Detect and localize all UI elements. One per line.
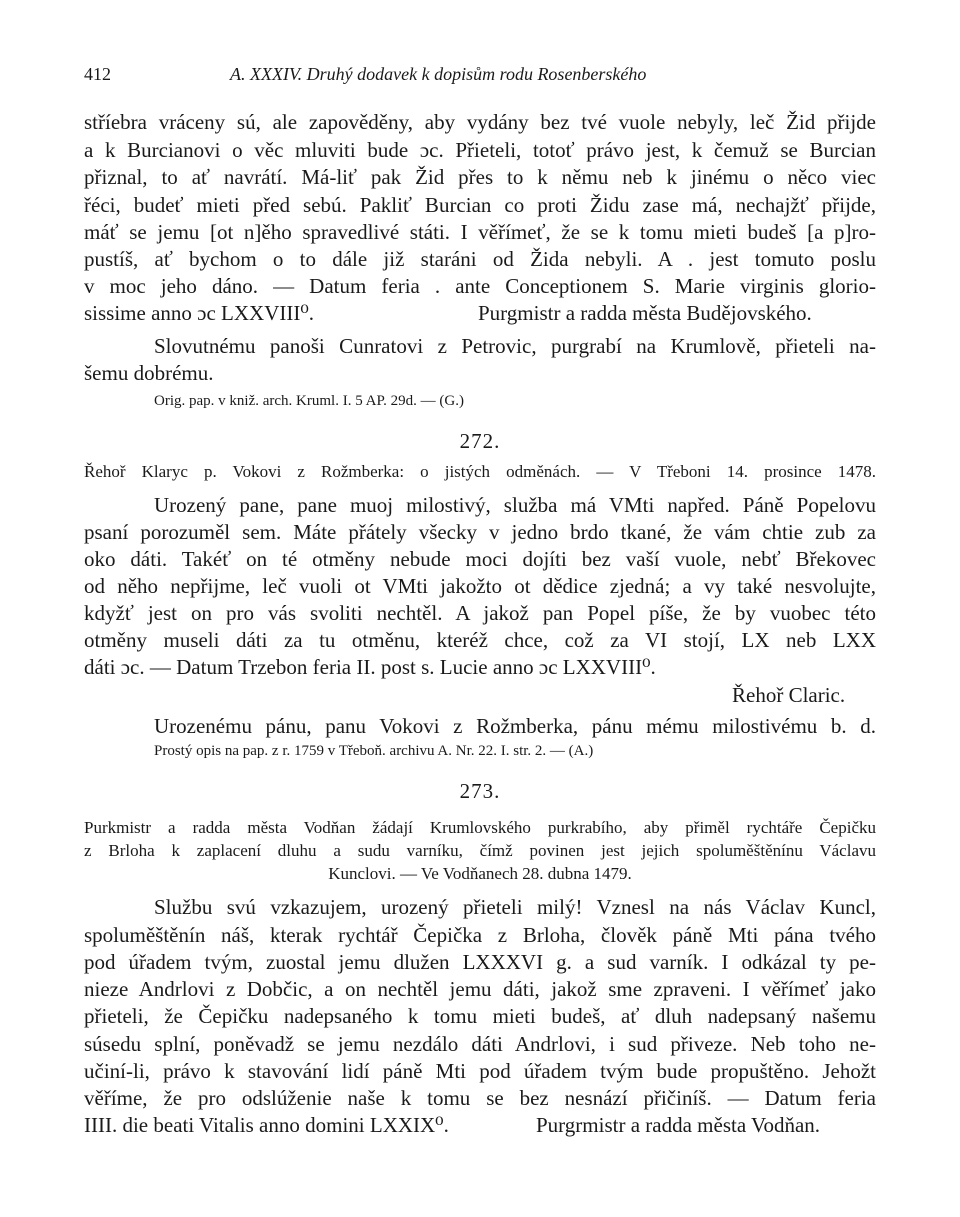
document-heading: Purkmistr a radda města Vodňan žádají Krumlovského purkrabího, aby přiměl rychtáře Čepičku bbox=[84, 818, 876, 837]
source-note: Prostý opis na pap. z r. 1759 v Třeboň. archivu A. Nr. 22. I. str. 2. — (A.) bbox=[154, 743, 594, 759]
document-number: 273. bbox=[459, 779, 501, 803]
text-line: věříme, že pro odslúženie naše k tomu se bez nesnází přičiníš. — Datum feria bbox=[84, 1086, 876, 1110]
letter-address: šemu dobrému. bbox=[84, 361, 214, 385]
text-line: pustíš, ať bychom o to dále již staráni od Žida nebyli. A . jest tomuto poslu bbox=[84, 247, 876, 271]
text-line: súsedu splní, poněvadž se jemu nezdálo dáti Andrlovi, i sud přiveze. Neb toho ne- bbox=[84, 1032, 876, 1056]
text-line: Urozený pane, pane muoj milostivý, služba má VMti napřed. Páně Popelovu bbox=[154, 493, 876, 517]
text-line: spoluměštěnín náš, kterak rychtář Čepička z Brloha, člověk páně Mti pána tvého bbox=[84, 923, 876, 947]
letter-signature: Řehoř Claric. bbox=[732, 683, 846, 707]
text-line: kdyžť jest on pro vás svoliti nechtěl. A jakož pan Popel píše, že by vuobec této bbox=[84, 601, 876, 625]
document-heading: Řehoř Klaryc p. Vokovi z Rožmberka: o jistých odměnách. — V Třeboni 14. prosince 1478. bbox=[84, 462, 876, 481]
letter-signature: Purgmistr a radda města Budějovského. bbox=[478, 301, 812, 325]
text-line: od něho nepřijme, leč vuoli ot VMti jakožto ot dědice zjedná; a vy také nesvolujte, bbox=[84, 574, 876, 598]
text-line: oko dáti. Takéť on té otměny nebude moci dojíti bez vaší vuole, nebť Břekovec bbox=[84, 547, 876, 571]
text-line: psaní porozuměl sem. Máte přátely všecky v jedno brdo tkané, že vám chtie zub za bbox=[84, 520, 876, 544]
text-line: učiní-li, právo k stavování lidí páně Mti pod úřadem tvým bude propuštěno. Jehožt bbox=[84, 1059, 876, 1083]
text-line: Službu svú vzkazujem, urozený přieteli milý! Vznesl na nás Václav Kuncl, bbox=[154, 895, 876, 919]
text-line: sissime anno ɔc LXXVIII⁰. bbox=[84, 301, 315, 325]
page-number: 412 bbox=[84, 64, 111, 84]
document-number: 272. bbox=[459, 429, 501, 453]
text-line: řéci, budeť mieti před sebú. Pakliť Burcian co proti Židu zase má, nechajžť přijde, bbox=[84, 193, 876, 217]
text-line: IIII. die beati Vitalis anno domini LXXIX⁰. bbox=[84, 1113, 449, 1137]
text-line: přiznal, to ať navrátí. Má-liť pak Žid přes to k němu neb k jinému o něco viec bbox=[84, 165, 876, 189]
text-line: a k Burcianovi o věc mluviti bude ɔc. Přieteli, totoť právo jest, k čemuž se Burcian bbox=[84, 138, 876, 162]
text-line: stříebra vráceny sú, ale zapověděny, aby vydány bez tvé vuole nebyly, leč Žid přijde bbox=[84, 110, 876, 134]
text-line: otměny museli dáti za tu otměnu, kteréž chce, což za VI stojí, LX neb LXX bbox=[84, 628, 876, 652]
letter-address: Urozenému pánu, panu Vokovi z Rožmberka, pánu mému milostivému b. d. bbox=[154, 714, 876, 738]
text-line: máť se jemu [ot n]ěho spravedlivé státi. I věřímeť, že se k tomu mieti budeš [a p]ro- bbox=[84, 220, 876, 244]
document-heading: z Brloha k zaplacení dluhu a sudu varníku, čímž povinen jest jejich spoluměštěnínu Václavu bbox=[84, 841, 876, 860]
letter-signature: Purgrmistr a radda města Vodňan. bbox=[536, 1113, 821, 1137]
running-title: A. XXXIV. Druhý dodavek k dopisům rodu Rosenberského bbox=[230, 64, 647, 84]
document-heading: Kunclovi. — Ve Vodňanech 28. dubna 1479. bbox=[328, 864, 632, 883]
letter-address: Slovutnému panoši Cunratovi z Petrovic, purgrabí na Krumlově, přieteli na- bbox=[154, 334, 876, 358]
text-line: přieteli, že Čepičku nadepsaného k tomu mieti budeš, ať dluh nadepsaný našemu bbox=[84, 1004, 876, 1028]
text-line: dáti ɔc. — Datum Trzebon feria II. post s. Lucie anno ɔc LXXVIII⁰. bbox=[84, 655, 656, 679]
text-line: v moc jeho dáno. — Datum feria . ante Conceptionem S. Marie virginis glorio- bbox=[84, 274, 876, 298]
text-line: nieze Andrlovi z Dobčic, a on nechtěl jemu dáti, jakož sme zpraveni. I věřímeť jako bbox=[84, 977, 876, 1001]
text-line: pod úřadem tvým, zuostal jemu dlužen LXXXVI g. a sud varník. I odkázal ty pe- bbox=[84, 950, 876, 974]
source-note: Orig. pap. v kniž. arch. Kruml. I. 5 AP. 29d. — (G.) bbox=[154, 393, 464, 409]
